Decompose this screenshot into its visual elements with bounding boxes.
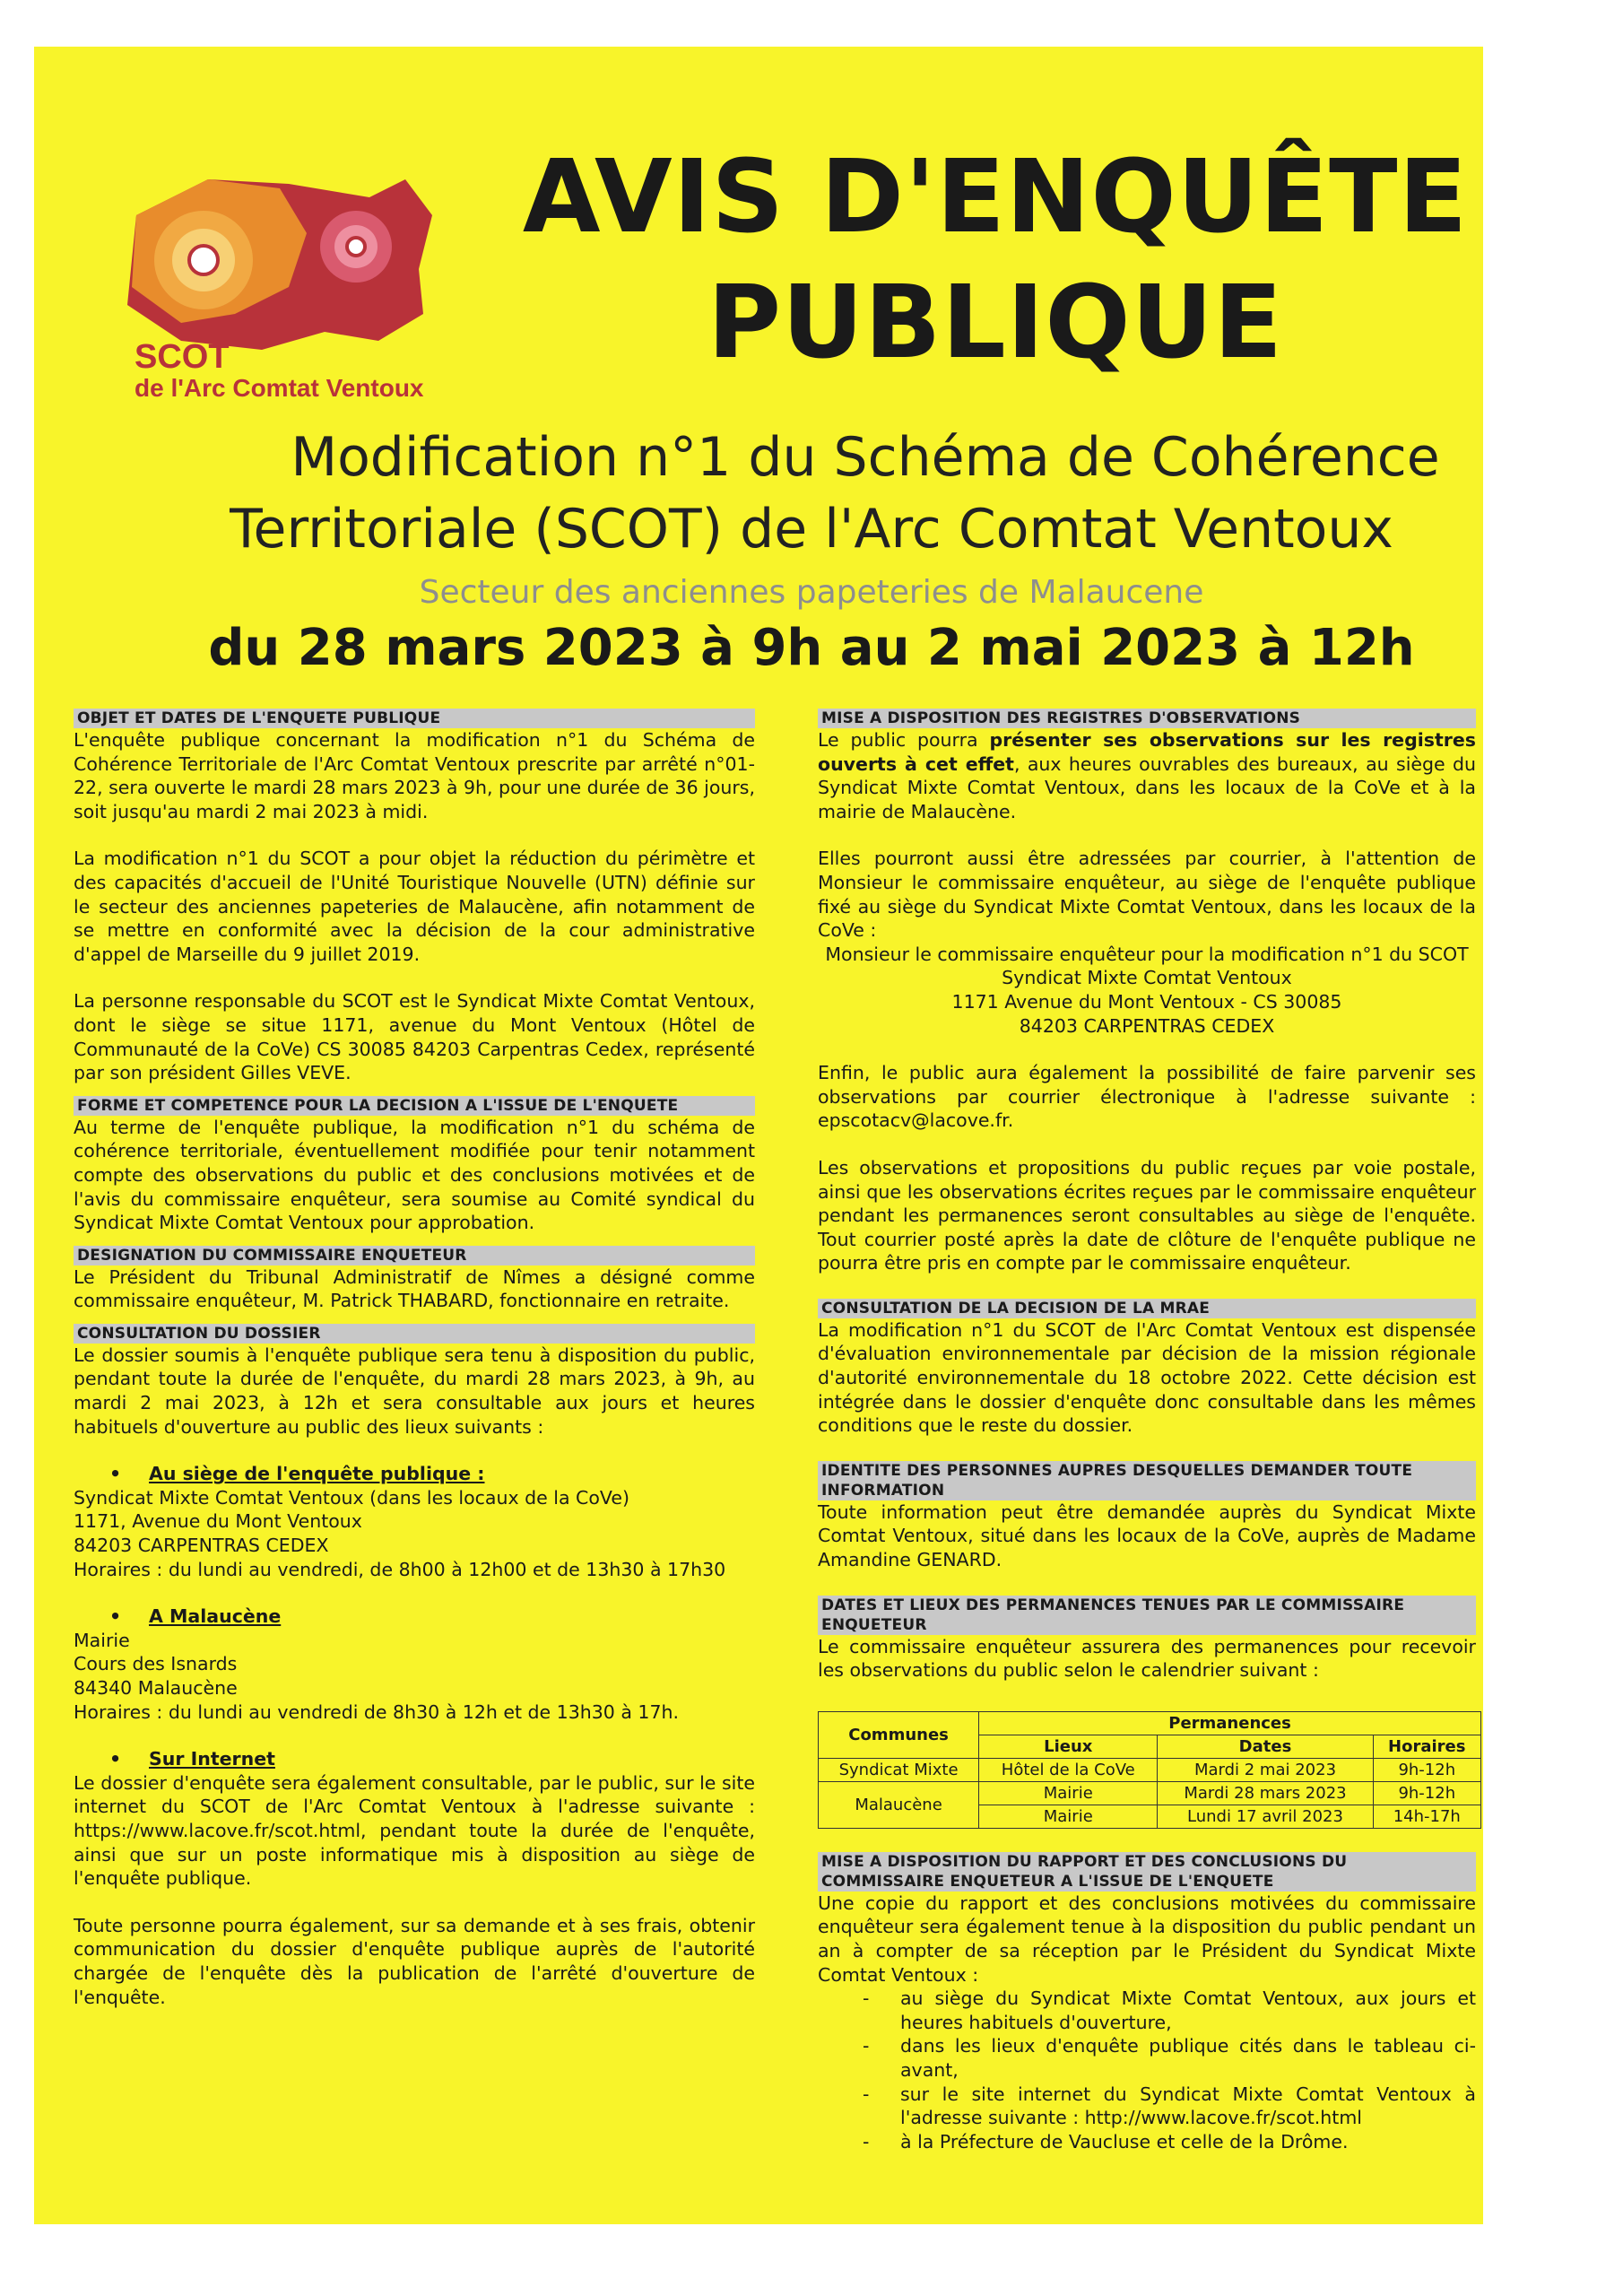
section-head-objet: OBJET ET DATES DE L'ENQUETE PUBLIQUE [74, 709, 755, 728]
table-row: Malaucène Mairie Mardi 28 mars 2023 9h-12h [819, 1781, 1481, 1805]
mise-paragraph-4: Les observations et propositions du public reçues par voie postale, ainsi que les observations écrites reçues par le commissaire enquêteur pendant les permanences seront consultables au siège de l'enquête. Tout courrier posté après la date de clôture de l'enquête publique ne pourra être pris en compte par le commissaire enquêteur. [818, 1156, 1476, 1274]
subtitle-line1: Modification n°1 du Schéma de Cohérence [291, 426, 1440, 489]
section-head-identite: IDENTITE DES PERSONNES AUPRES DESQUELLES DEMANDER TOUTE INFORMATION [818, 1461, 1476, 1500]
siege-line-2: 1171, Avenue du Mont Ventoux [74, 1510, 362, 1533]
right-column [818, 709, 1476, 2153]
logo-ring2-inner [347, 238, 365, 256]
address-line-2: Syndicat Mixte Comtat Ventoux [1002, 967, 1292, 989]
malaucene-line-3: 84340 Malaucène [74, 1677, 238, 1699]
malaucene-line-4: Horaires : du lundi au vendredi de 8h30 à 12h et de 13h30 à 17h. [74, 1700, 680, 1723]
section-head-mrae: CONSULTATION DE LA DECISION DE LA MRAE [818, 1299, 1476, 1318]
sector-line: Secteur des anciennes papeteries de Malaucene [419, 574, 1204, 611]
mise-paragraph-2: Elles pourront aussi être adressées par courrier, à l'attention de Monsieur le commissaire enquêteur, au siège de l'enquête publique fixé au siège du Syndicat Mixte Comtat Ventoux, dans les locaux de la CoVe : [818, 848, 1476, 942]
section-head-consultation: CONSULTATION DU DOSSIER [74, 1324, 755, 1344]
table-row: Syndicat Mixte Hôtel de la CoVe Mardi 2 mai 2023 9h-12h [819, 1758, 1481, 1781]
main-title-line2: PUBLIQUE [707, 265, 1284, 381]
identite-paragraph: Toute information peut être demandée auprès du Syndicat Mixte Comtat Ventoux, situé dans les locaux de la CoVe, auprès de Madame Amandine GENARD. [818, 1500, 1476, 1571]
table-row: Mairie Lundi 17 avril 2023 14h-17h [819, 1805, 1481, 1828]
list-item: - à la Préfecture de Vaucluse et celle de la Drôme. [818, 2130, 1476, 2154]
rapport-list [818, 1987, 1476, 2153]
section-head-permanences: DATES ET LIEUX DES PERMANENCES TENUES PAR LE COMMISSAIRE ENQUETEUR [818, 1596, 1476, 1635]
siege-line-1: Syndicat Mixte Comtat Ventoux (dans les locaux de la CoVe) [74, 1486, 629, 1509]
section-head-mise-disposition: MISE A DISPOSITION DES REGISTRES D'OBSERVATIONS [818, 709, 1476, 728]
consultation-paragraph: Le dossier soumis à l'enquête publique sera tenu à disposition du public, pendant toute la durée de l'enquête, du mardi 28 mars 2023, à 9h, au mardi 2 mai 2023, à 12h et sera consultable aux jours et heures habituels d'ouverture au public des lieux suivants : [74, 1344, 755, 1438]
siege-line-4: Horaires : du lundi au vendredi, de 8h00 à 12h00 et de 13h30 à 17h30 [74, 1558, 726, 1580]
table-header-permanences: Permanences [979, 1711, 1481, 1735]
address-line-3: 1171 Avenue du Mont Ventoux - CS 30085 [951, 990, 1342, 1013]
permanences-table [818, 1711, 1481, 1829]
address-line-1: Monsieur le commissaire enquêteur pour la modification n°1 du SCOT [825, 943, 1469, 965]
objet-paragraph-3: La personne responsable du SCOT est le Syndicat Mixte Comtat Ventoux, dont le siège se situe 1171, avenue du Mont Ventoux (Hôtel de Communauté de la CoVe) CS 30085 84203 Carpentras Cedex, représenté par son président Gilles VEVE. [74, 990, 755, 1084]
malaucene-title: • A Malaucène [74, 1605, 755, 1629]
rapport-paragraph: Une copie du rapport et des conclusions motivées du commissaire enquêteur sera également tenue à la disposition du public pendant un an à compter de sa réception par le Président du Syndicat Mixte Comtat Ventoux : [818, 1892, 1476, 1986]
siege-title: • Au siège de l'enquête publique : [74, 1462, 755, 1486]
table-header-horaires: Horaires [1373, 1735, 1480, 1758]
internet-title: • Sur Internet [74, 1747, 755, 1771]
designation-paragraph: Le Président du Tribunal Administratif de Nîmes a désigné comme commissaire enquêteur, M. Patrick THABARD, fonctionnaire en retraite. [74, 1265, 755, 1312]
scot-logo [100, 144, 477, 404]
objet-paragraph-2: La modification n°1 du SCOT a pour objet la réduction du périmètre et des capacités d'accueil de l'Unité Touristique Nouvelle (UTN) définie sur le secteur des anciennes papeteries de Malaucène, afin notamment de se mettre en conformité avec la décision de la cour administrative d'appel de Marseille du 9 juillet 2019. [74, 848, 755, 965]
mise-paragraph-1: Le public pourra présenter ses observations sur les registres ouverts à cet effet, aux heures ouvrables des bureaux, au siège du Syndicat Mixte Comtat Ventoux, dans les locaux de la CoVe et à la mairie de Malaucène. [818, 729, 1477, 822]
address-line-4: 84203 CARPENTRAS CEDEX [1019, 1014, 1275, 1037]
mise-paragraph-3: Enfin, le public aura également la possibilité de faire parvenir ses observations par courrier électronique à l'adresse suivante : epscotacv@lacove.fr. [818, 1062, 1476, 1132]
left-column [74, 709, 755, 2009]
permanences-paragraph: Le commissaire enquêteur assurera des permanences pour recevoir les observations du public selon le calendrier suivant : [818, 1635, 1476, 1682]
list-item: - dans les lieux d'enquête publique cités dans le tableau ci-avant, [818, 2034, 1476, 2082]
subtitle-line2: Territoriale (SCOT) de l'Arc Comtat Ventoux [230, 498, 1393, 561]
logo-ring-inner [189, 246, 218, 274]
logo-text-scot: SCOT [135, 338, 230, 376]
main-title-line1: AVIS D'ENQUÊTE [522, 139, 1469, 256]
malaucene-line-1: Mairie [74, 1629, 130, 1651]
objet-paragraph-1: L'enquête publique concernant la modification n°1 du Schéma de Cohérence Territoriale de l'Arc Comtat Ventoux prescrite par arrêté n°01-22, sera ouverte le mardi 28 mars 2023 à 9h, pour une durée de 36 jours, soit jusqu'au mardi 2 mai 2023 à midi. [74, 729, 755, 822]
mise-highlight: présenter ses observations sur les registres ouverts à cet effet [818, 729, 1476, 775]
main-title [502, 135, 1488, 386]
forme-paragraph: Au terme de l'enquête publique, la modification n°1 du schéma de cohérence territoriale, éventuellement modifiée pour tenir notamment compte des observations du public et des conclusions motivées et de l'avis du commissaire enquêteur, sera soumise au Comité syndical du Syndicat Mixte Comtat Ventoux pour approbation. [74, 1116, 755, 1234]
malaucene-line-2: Cours des Isnards [74, 1653, 238, 1675]
enquiry-dates: du 28 mars 2023 à 9h au 2 mai 2023 à 12h [208, 619, 1415, 677]
internet-paragraph: Le dossier d'enquête sera également consultable, par le public, sur le site internet du SCOT de l'Arc Comtat Ventoux à l'adresse suivante : https://www.lacove.fr/scot.html, pendant toute la durée de l'enquête, ainsi que sur un poste informatique mis à disposition au siège de l'enquête publique. [74, 1771, 755, 1890]
section-head-forme: FORME ET COMPETENCE POUR LA DECISION A L'ISSUE DE L'ENQUETE [74, 1096, 755, 1116]
table-header-lieux: Lieux [979, 1735, 1158, 1758]
siege-line-3: 84203 CARPENTRAS CEDEX [74, 1535, 329, 1557]
list-item: - sur le site internet du Syndicat Mixte Comtat Ventoux à l'adresse suivante : http://www.lacove.fr/scot.html [818, 2083, 1476, 2130]
table-header-dates: Dates [1158, 1735, 1373, 1758]
section-head-rapport: MISE A DISPOSITION DU RAPPORT ET DES CONCLUSIONS DU COMMISSAIRE ENQUETEUR A L'ISSUE DE L'ENQUETE [818, 1852, 1476, 1892]
section-head-designation: DESIGNATION DU COMMISSAIRE ENQUETEUR [74, 1246, 755, 1265]
mrae-paragraph: La modification n°1 du SCOT de l'Arc Comtat Ventoux est dispensée d'évaluation environnementale par décision de la mission régionale d'autorité environnementale du 18 octobre 2022. Cette décision est intégrée dans le dossier d'enquête donc consultable dans les mêmes conditions que le reste du dossier. [818, 1318, 1476, 1437]
logo-text-arc: de l'Arc Comtat Ventoux [135, 374, 424, 402]
table-header-communes: Communes [819, 1711, 979, 1758]
list-item: - au siège du Syndicat Mixte Comtat Ventoux, aux jours et heures habituels d'ouverture, [818, 1987, 1476, 2034]
communication-paragraph: Toute personne pourra également, sur sa demande et à ses frais, obtenir communication du dossier d'enquête publique auprès de l'autorité chargée de l'enquête dès la publication de l'arrêté d'ouverture de l'enquête. [74, 1914, 755, 2008]
